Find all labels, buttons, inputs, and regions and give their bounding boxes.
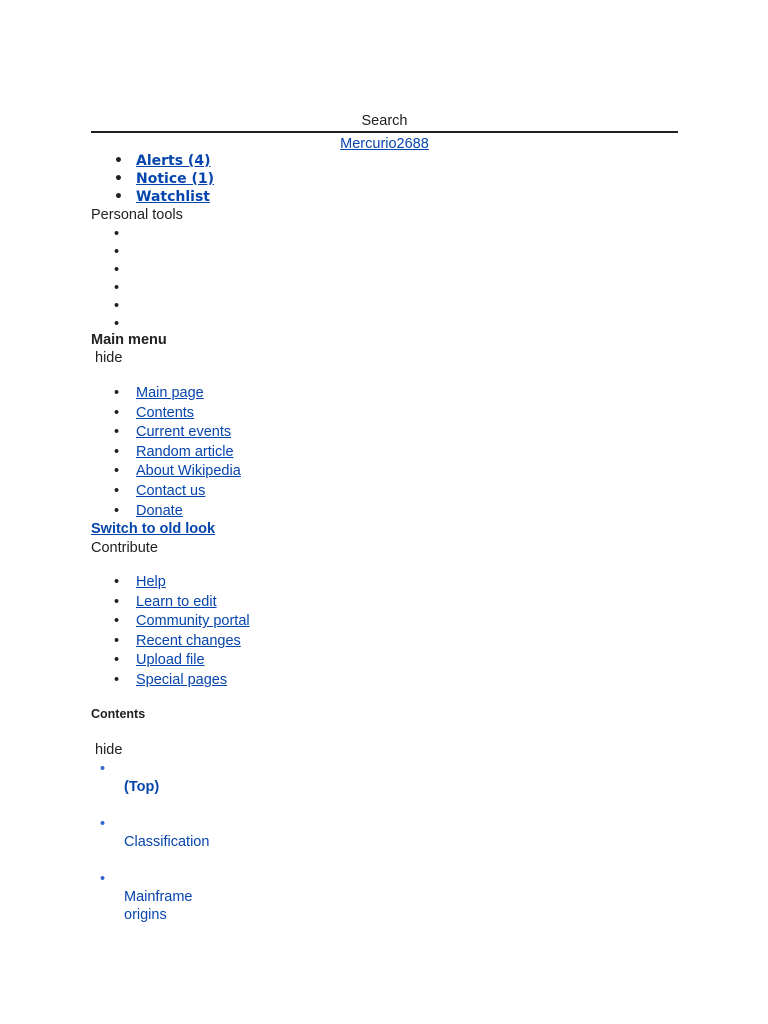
toc-bullet: • <box>100 761 106 777</box>
list-item <box>91 671 250 691</box>
list-item <box>91 573 250 593</box>
list-item <box>91 404 241 424</box>
watchlist-link[interactable]: Watchlist <box>136 189 210 205</box>
list-item <box>91 632 250 652</box>
list-item <box>91 462 241 482</box>
recent-changes-link[interactable]: Recent changes <box>136 632 241 649</box>
list-item <box>91 482 241 502</box>
toc-hide-button[interactable]: hide <box>95 742 123 758</box>
list-item <box>91 188 214 206</box>
toc-item-label[interactable]: (Top) <box>124 779 160 795</box>
toc-title: Contents <box>91 707 146 721</box>
current-events-link[interactable]: Current events <box>136 424 232 441</box>
contribute-list <box>91 573 250 691</box>
list-item <box>91 170 214 188</box>
user-page-link[interactable]: Mercurio2688 <box>340 136 429 152</box>
contact-us-link[interactable]: Contact us <box>136 482 206 499</box>
upload-file-link[interactable]: Upload file <box>136 652 205 669</box>
notice-link[interactable]: Notice (1) <box>136 171 215 187</box>
main-menu-hide-button[interactable]: hide <box>95 350 123 366</box>
main-page-link[interactable]: Main page <box>136 385 204 401</box>
list-item <box>91 651 250 671</box>
special-pages-link[interactable]: Special pages <box>136 671 228 688</box>
list-item <box>91 423 241 443</box>
list-item[interactable] <box>91 297 136 315</box>
toc-bullet: • <box>100 816 106 832</box>
search-label: Search <box>361 113 408 129</box>
toc-item-label[interactable]: Mainframe origins <box>124 889 193 923</box>
contents-link[interactable]: Contents <box>136 404 195 421</box>
help-link[interactable]: Help <box>136 574 166 590</box>
list-item <box>91 593 250 613</box>
list-item[interactable] <box>91 225 136 243</box>
community-portal-link[interactable]: Community portal <box>136 613 250 630</box>
switch-old-look-container <box>91 520 215 538</box>
alerts-link[interactable]: Alerts (4) <box>136 153 211 169</box>
search-box[interactable] <box>91 112 678 133</box>
toc-bullet: • <box>100 871 106 887</box>
contribute-label: Contribute <box>91 540 158 556</box>
switch-old-look-link[interactable]: Switch to old look <box>91 521 216 537</box>
list-item[interactable] <box>91 261 136 279</box>
main-menu-title: Main menu <box>91 332 167 348</box>
list-item <box>91 443 241 463</box>
list-item <box>91 152 214 170</box>
user-page-link-container <box>91 135 678 153</box>
random-article-link[interactable]: Random article <box>136 443 234 460</box>
personal-tools-label: Personal tools <box>91 207 183 223</box>
about-wikipedia-link[interactable]: About Wikipedia <box>136 463 241 480</box>
list-item <box>91 612 250 632</box>
list-item[interactable] <box>91 243 136 261</box>
list-item <box>91 502 241 522</box>
toc-item-label[interactable]: Classification <box>124 834 210 850</box>
notifications-list <box>91 152 214 206</box>
learn-to-edit-link[interactable]: Learn to edit <box>136 593 217 610</box>
list-item <box>91 384 241 404</box>
list-item[interactable] <box>91 279 136 297</box>
donate-link[interactable]: Donate <box>136 502 183 519</box>
personal-tools-list <box>91 225 136 333</box>
main-menu-list <box>91 384 241 521</box>
